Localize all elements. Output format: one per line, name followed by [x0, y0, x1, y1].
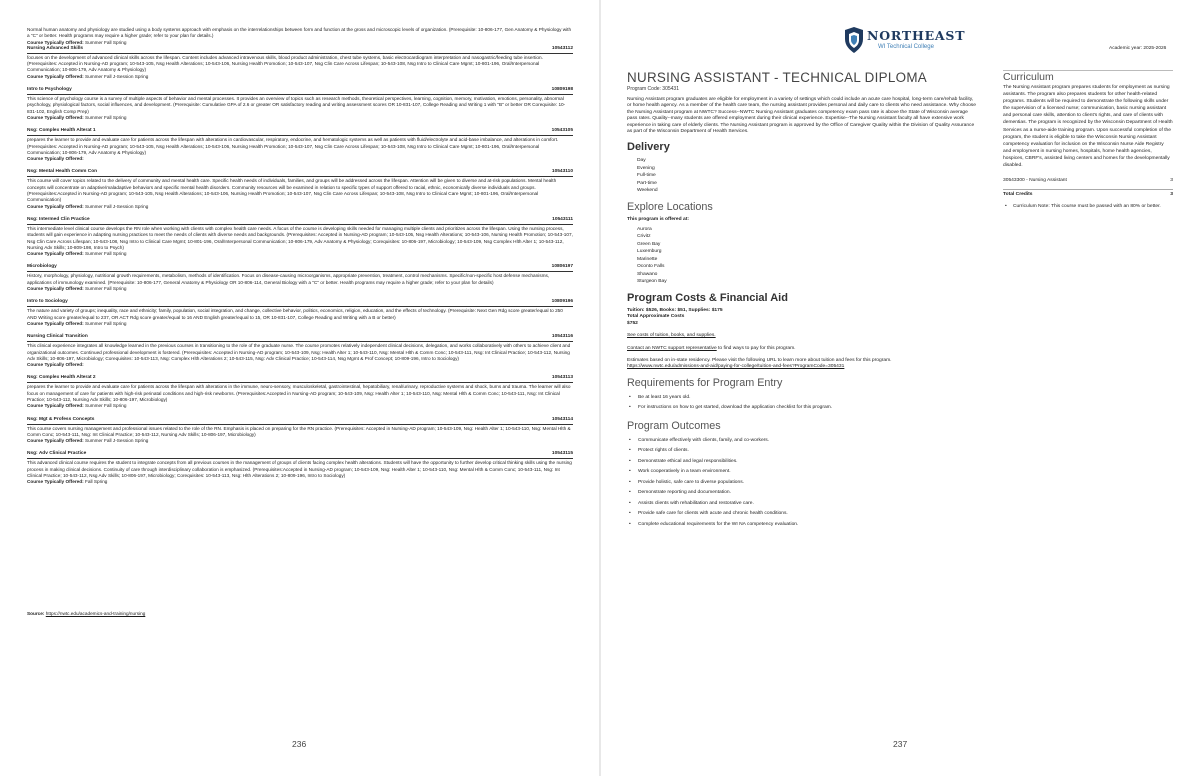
course-block: [27, 264, 573, 292]
course-description: This clinical experience integrates all knowledge learned in the previous courses in transitioning to the role of the graduate nurse. The course promotes relatively independent clinical decisions, delegation, and works collaboratively with others to achieve client and organizational outcomes. Continued professional development is fostered. (Prerequisites: Accepted in Nursing-AD program; 10-543-109, Nsg: Health Alter 1; 10-543-110, Nsg: Mental Hlth & Comm Conc; 10-543-111, Nsg: Int Clinical Practice; 10-543-112, Nursing Adv Skills; 10-806-197, Microbiology; Corequisites: 10-543-113, Nsg: Complex Hlth Alterations 2; 10-543-115, Nsg: Adv Clinical Practice; 10-543-114, Nsg Mgmt & Prof Concept; 10-809-196, Intro to Sociology): [27, 343, 571, 361]
course-list: [27, 46, 573, 486]
offered-value: Summer Fall Spring: [83, 320, 127, 326]
tuition-text: Tuition: $526, Books: $51, Supplies: $175: [627, 307, 723, 313]
outcomes-heading: Program Outcomes: [627, 419, 721, 432]
delivery-item: Evening: [637, 165, 655, 171]
left-page-content: [27, 27, 573, 486]
course-description: The nature and variety of groups; inequality, race and ethnicity; family, population, social integration, and change, collective behavior, politics, economics, religion, education, and the effects of technology. (Prerequisite: Next Gen Rdg score greater/equal to 250 AND Writing score greater/equal to 237, OR ACT Rdg score greater/equal to 16 AND English greater/equal to 15, OR 10-831-107, College Reading and Writing with a B or better): [27, 308, 563, 320]
offered-value: Summer Fall J-Session Spring: [83, 203, 149, 209]
delivery-list: [627, 157, 977, 195]
course-rule: [27, 271, 573, 272]
course-block: [27, 217, 573, 257]
location-item: Crivitz: [637, 234, 651, 240]
course-title: Nsg: Complex Health Alterat 2: [27, 375, 96, 381]
curriculum-divider: [1003, 189, 1173, 190]
course-header: [27, 417, 573, 423]
locations-list: [627, 226, 977, 286]
course-rule: [27, 424, 573, 425]
contact-link[interactable]: Contact an NWTC support representative: [627, 345, 717, 351]
outcome-item: • Work cooperatively in a team environment.: [627, 467, 977, 478]
course-header: [27, 128, 573, 134]
course-rule: [27, 224, 573, 225]
delivery-item: Full-time: [637, 173, 656, 179]
total-credits-row: [1003, 192, 1173, 197]
curriculum-sidebar: [1003, 70, 1173, 210]
course-header: [27, 375, 573, 381]
offered-label: Course Typically Offered:: [27, 156, 84, 162]
course-title: Nsg: Adv Clinical Practice: [27, 451, 87, 457]
offered-label: Course Typically Offered:: [27, 403, 84, 409]
requirements-list: [627, 393, 977, 414]
course-header: [27, 451, 573, 457]
course-rule: [27, 382, 573, 383]
course-description: This course will cover topics related to the delivery of community and mental health care. Specific health needs of individuals, families, and groups will be addressed across the lifespan. Attention will be given to diverse and at-risk populations. Mental health concepts will concentrate on adaptive/maladaptive behaviors and specific mental health disorders. Community resources will be examined in relation to specific types of support offered to racial, ethnic, economically diverse individuals and groups. (Prerequisites:Accepted in Nursing-AD program; 10-543-105, Nsg Health Alterations; 10-543-106, Nursing Health Promotion; 10-543-107, Nsg Clin Care Across Lifespan; 10-543-108, Nsg Intro to Clinical Care Mgmt; 10-801-196, Oral/Interpersonal Communication): [27, 178, 557, 203]
course-block: [27, 417, 573, 445]
course-header: [27, 169, 573, 175]
course-rule: [27, 306, 573, 307]
course-block: [27, 334, 573, 368]
offered-value: Summer Fall J-Session Spring: [83, 438, 149, 444]
course-title: Nsg: Mental Health Comm Con: [27, 169, 98, 175]
course-code: 10543110: [551, 169, 573, 175]
course-offered: [27, 321, 573, 327]
course-code: 10809196: [551, 299, 573, 305]
offered-value: Summer Fall Spring: [83, 403, 127, 409]
college-logo: [843, 27, 966, 57]
delivery-item: Day: [637, 158, 646, 164]
course-block: [27, 128, 573, 162]
course-header: [27, 217, 573, 223]
course-offered: [27, 115, 573, 121]
course-rule: [27, 458, 573, 459]
curriculum-course-credits: 3: [1170, 178, 1173, 184]
offered-at-label: This program is offered at:: [627, 216, 689, 222]
course-title: Intro to Sociology: [27, 299, 68, 305]
offered-value: Summer Fall Spring: [83, 114, 127, 120]
course-code: 10543116: [551, 334, 573, 340]
estimates-text: Estimates based on in-state residency. Please visit the following URL to learn more about tuition and fees for this program.: [627, 357, 892, 363]
see-costs-link[interactable]: See costs of tuition, books, and supplies.: [627, 333, 716, 339]
shield-icon: [843, 27, 865, 53]
logo-name: NORTHEAST: [867, 28, 966, 43]
left-page: [0, 0, 599, 776]
course-title: Intro to Psychology: [27, 87, 72, 93]
logo-subname: WI Technical College: [878, 44, 934, 50]
offered-value: Summer Fall Spring: [83, 286, 127, 292]
course-rule: [27, 53, 573, 54]
course-description: This science of psychology course is a survey of multiple aspects of behavior and mental processes. It provides an overview of topics such as research methods, theoretical perspectives, learning, cognition, memory, motivation, emotions, personality, abnormal psychology, physiological factors, social influences, and development. (Prerequisite: Cumulative GPA of 2.6 or greater OR satisfactory reading and writing assessment scores OR 10-831-107, College Reading and Writing 1 with "B" or better OR Corequisite: 10-831-102, English Comp Prep): [27, 96, 566, 114]
offered-value: Summer Fall J-Session Spring: [83, 73, 149, 79]
total-costs: [627, 321, 977, 327]
delivery-item: Part-time: [637, 180, 657, 186]
course-title: Nsg: Intermed Clin Practice: [27, 216, 90, 222]
academic-year: Academic year: 2025-2026: [1109, 46, 1167, 51]
location-item: Marinette: [637, 256, 658, 262]
course-block: [27, 87, 573, 121]
outcome-item: • Complete educational requirements for the WI NA competency evaluation.: [627, 520, 977, 531]
outcome-item: • Demonstrate reporting and documentation.: [627, 488, 977, 499]
course-offered: [27, 204, 573, 210]
course-title: Microbiology: [27, 264, 57, 270]
course-code: 10543114: [551, 416, 573, 422]
course-header: [27, 334, 573, 340]
outcome-item: • Provide safe care for clients with acute and chronic health conditions.: [627, 509, 977, 520]
course-offered: [27, 438, 573, 444]
course-description: This course covers nursing management and professional issues related to the role of the RN. Emphasis is placed on preparing for the RN practice. (Prerequisites: Accepted in Nursing-AD program; 10-543-109, Nsg: Health Alter 1; 10-543-110, Nsg: Mental Hlth & Comm Conc; 10-543-111, Nsg: Int Clinical Practice; 10-543-112, Nursing Adv Skills; 10-806-197, Microbiology): [27, 425, 571, 437]
course-code: 10543111: [552, 216, 573, 222]
course-offered: [27, 362, 573, 368]
course-code: 10543113: [551, 375, 573, 381]
requirement-item: • Be at least 16 years old.: [627, 393, 977, 404]
course-header: [27, 46, 573, 52]
offered-label: Course Typically Offered:: [27, 114, 84, 120]
locations-heading: Explore Locations: [627, 200, 713, 213]
course-block: [27, 451, 573, 485]
course-description: This intermediate level clinical course develops the RN role when working with clients with complex health care needs. A focus of the course is developing skills needed for managing multiple clients and prioritizes across the lifespan. Using the nursing process, students will gain experience in adapting nursing practices to meet the needs of clients with diverse needs and backgrounds. (Prerequisites: Accepted in Nursing-AD program; 10-543-105, Nsg Health Alterations; 10-543-106, Nursing Health Promotion; 10-543-107, Nsg Clin Care Across Lifespan; 10-543-108, Nsg Intro to Clinical Care Mgmt; 10-801-196, Oral/Interpersonal Communication; 10-806-179, Adv Anatomy & Physiology; Corequisites: 10-806-197, Microbiology; 10-543-109, Nsg Complex Hlth Alter 1; 10-543-112, Nursing Adv Skills; 10-809-198, Intro to Psych): [27, 225, 573, 250]
location-item: Aurora: [637, 226, 652, 232]
offered-label: Course Typically Offered:: [27, 362, 84, 368]
course-offered: [27, 479, 573, 485]
course-description: History, morphology, physiology, nutritional growth requirements, metabolism, methods of identification. Focus on disease-causing microorganisms, appropriate prevention, treatment, control mechanisms. Specific/non-specific host defense mechanisms, applications of immunology examined. (Prerequisite: 10-806-177, General Anatomy & Physiology OR 10-806-114, General Biology with a "C" or better. Health programs may require a higher grade; refer to your plan for details): [27, 273, 550, 285]
course-rule: [27, 176, 573, 177]
estimates-url-link[interactable]: https://www.nwtc.edu/admissions-and-aid/paying-for-college/tuition-and-fees?ProgramCode=305431: [627, 364, 845, 370]
source-label: Source:: [27, 611, 45, 616]
offered-value: Summer Fall Spring: [83, 39, 127, 45]
page-number-right: 237: [893, 739, 908, 749]
course-header: [27, 87, 573, 93]
offered-label: Course Typically Offered:: [27, 438, 84, 444]
program-title: NURSING ASSISTANT - TECHNICAL DIPLOMA: [627, 70, 928, 85]
estimates-url-line: [627, 364, 977, 370]
right-page: [601, 0, 1200, 776]
offered-value: Summer Fall Spring: [83, 251, 127, 257]
offered-label: Course Typically Offered:: [27, 479, 84, 485]
program-main-column: [627, 70, 977, 530]
course-rule: [27, 341, 573, 342]
outcome-item: • Provide holistic, safe care to diverse populations.: [627, 478, 977, 489]
requirements-heading: Requirements for Program Entry: [627, 376, 783, 389]
location-item: Oconto Falls: [637, 264, 665, 270]
intro-course-block: [27, 27, 573, 46]
delivery-item: Weekend: [637, 188, 658, 194]
location-item: Luxemburg: [637, 249, 662, 255]
course-code: 10809198: [551, 87, 573, 93]
course-code: 10543115: [551, 451, 573, 457]
outcome-item: • Demonstrate ethical and legal responsibilities.: [627, 457, 977, 468]
course-description: focuses on the development of advanced clinical skills across the lifespan. Content includes advanced intravenous skills, blood product administration, chest tube systems, basic electrocardiogram interpretation and nasogastric/feeding tube insertion. (Prerequisites: Accepted in Nursing-AD program; 10-543-105, Nsg Health Alterations; 10-543-106, Nursing Health Promotion; 10-543-107, Nsg Clin Care Across Lifespan; 10-543-108, Nsg Intro to Clinical Care Mgmt; 10-801-196, Oral/Interpersonal Communication; 10-806-179, Adv Anatomy & Physiology): [27, 54, 543, 73]
course-header: [27, 264, 573, 270]
delivery-heading: Delivery: [627, 141, 670, 154]
program-code: Program Code: 305431: [627, 86, 679, 92]
program-intro: Nursing Assistant program graduates are eligible for employment in a variety of settings which could include an acute care hospital, long-term care/rehab facility, or home health agency. As a member of the health care team, the nursing assistant provides personal and daily care to clients who need assistance. Why choose the Nursing Assistant program at NWTC? Success--NWTC Nursing Assistant graduates competency exam pass rate is above the State of Wisconsin average pass rates. Quality--many students are offered employment during their clinical experience. Expertise--The Nursing Assistant faculty all have extensive work experience in taking care of elderly clients. The Nursing Assistant program is approved by the Office of Caregiver Quality within the Division of Quality Assurance as part of the Wisconsin Department of Health Services.: [627, 97, 976, 135]
offered-label: Course Typically Offered:: [27, 73, 84, 79]
curriculum-course: 30543300 - Nursing Assistant: [1003, 178, 1067, 184]
offered-label: Course Typically Offered:: [27, 320, 84, 326]
outcome-item: • Protect rights of clients.: [627, 446, 977, 457]
location-item: Shawano: [637, 271, 658, 277]
course-offered: [27, 286, 573, 292]
source-link[interactable]: https://nwtc.edu/academics-and-training/nursing: [45, 611, 146, 616]
total-costs-label-text: Total Approximate Costs: [627, 314, 685, 320]
intro-text: Normal human anatomy and physiology are studied using a body systems approach with emphasis on the interrelationships between form and function at the gross and microscopic levels of organization. (Prerequisite: 10-806-177, Gen Anatomy & Physiology with a "C" or better. Health programs may require a higher grade; refer to your plan for details.): [27, 27, 572, 39]
course-block: [27, 375, 573, 409]
course-title: Nsg: Complex Health Alterat 1: [27, 128, 96, 134]
course-block: [27, 299, 573, 327]
outcome-item: • Assists clients with rehabilitation and restorative care.: [627, 499, 977, 510]
curriculum-text: The Nursing Assistant program prepares students for employment as nursing assistants. The program also prepares students for other health-related programs. Students will be required to demonstrate the following skills under the supervision of a licensed nurse; communication, basic nursing assistant and personal care skills, attention to client's rights, and care of clients with dementias. The program is recognized by the Wisconsin Department of Health Services as a nurse-aide training program. Upon successful completion of the program, the student is eligible to take the Wisconsin Nursing Assistant competency evaluation for inclusion on the Wisconsin Nurse Aide Registry and employment in nursing homes, hospitals, home health agencies, hospices, CBRF's, assisted living centers and homes for the developmentally disabled.: [1003, 85, 1173, 169]
course-code: 10543105: [551, 128, 573, 134]
curriculum-note: • Curriculum Note: This course must be passed with an 80% or better.: [1003, 203, 1173, 210]
outcome-item: • Communicate effectively with clients, family, and co-workers.: [627, 436, 977, 447]
course-offered: [27, 251, 573, 257]
curriculum-course-row: [1003, 178, 1173, 183]
contact-line: [627, 346, 977, 352]
costs-heading: Program Costs & Financial Aid: [627, 291, 788, 304]
course-rule: [27, 94, 573, 95]
course-offered: [27, 74, 573, 80]
location-item: Green Bay: [637, 241, 661, 247]
course-title: Nursing Clinical Transition: [27, 334, 88, 340]
course-offered: [27, 156, 573, 162]
contact-rest: to find ways to pay for this program.: [716, 345, 796, 351]
course-block: [27, 46, 573, 80]
location-item: Sturgeon Bay: [637, 279, 667, 285]
course-header: [27, 299, 573, 305]
course-block: [27, 169, 573, 209]
offered-label: Course Typically Offered:: [27, 203, 84, 209]
curriculum-heading: Curriculum: [1003, 70, 1173, 83]
outcomes-list: [627, 436, 977, 531]
page-number-left: 236: [292, 739, 307, 749]
course-description: prepares the learner to provide and evaluate care for patients across the lifespan with alterations in the immune, neuro-sensory, musculoskeletal, gastrointestinal, hepatobiliary, renal/urinary, reproductive systems and shock, burns and trauma. The learner will also focus on management of care for patients with high-risk perinatal conditions and high-risk newborns. (Prerequisites:Accepted in Nursing-AD program; 10-543-109, Nsg: Health Alter 1; 10-543-110, Nsg: Mental Hlth & Comm Conc; 10-543-111, Nsg: Int Clinical Practice; 10-543-112, Nursing Adv Skills; 10-806-197, Microbiology): [27, 384, 571, 402]
source-line: [27, 611, 145, 616]
total-credits-label: Total Credits: [1003, 192, 1033, 198]
course-description: This advanced clinical course requires the student to integrate concepts from all previous courses in the management of groups of clients facing complex health alterations. Students will have the opportunity to further develop critical thinking skills using the nursing process in making clinical decisions. Continuity of care through interdisciplinary collaboration is emphasized. (Prerequisites:Accepted in Nursing-AD program; 10-543-109, Nsg: Health Alter 1; 10-543-110, Nsg: Mental Hlth & Comm Conc; 10-543-111, Nsg: Int Clinical Practice; 10-543-112, Nsg Adv Skills; 10-806-197, Microbiology; Corequisites: 10-543-113, Nsg: Hlth Alterations 2; 10-809-196, Intro to Sociology): [27, 460, 572, 479]
offered-value: Fall Spring: [83, 479, 108, 485]
course-description: prepares the learner to provide and evaluate care for patients across the lifespan with alterations in cardiovascular, respiratory, endocrine, and hematologic systems as well as patients with fluid/electrolyte and acid-base imbalance, and alterations in comfort. (Prerequisites: Accepted in Nursing-AD program; 10-543-105, Nsg Health Alterations; 10-543-106, Nursing Health Promotion; 10-543-107, Nsg Clin Care Across Lifespan; 10-543-108, Nsg Intro to Clinical Care Mgmt; 10-801-196, Oral/Interpersonal Communication; 10-806-179, Adv Anatomy & Physiology): [27, 137, 559, 155]
total-credits-value: 3: [1170, 192, 1173, 198]
total-costs-value: $752: [627, 320, 638, 326]
course-code: 10543112: [551, 45, 573, 51]
course-offered: [27, 403, 573, 409]
course-title: Nursing Advanced Skills: [27, 45, 84, 51]
see-costs-line: [627, 333, 977, 339]
offered-label: Course Typically Offered:: [27, 39, 84, 45]
course-title: Nsg: Mgt & Profess Concepts: [27, 416, 95, 422]
course-rule: [27, 135, 573, 136]
requirement-item: • For instructions on how to get started, download the application checklist for this program.: [627, 403, 977, 414]
offered-label: Course Typically Offered:: [27, 286, 84, 292]
course-code: 10806197: [551, 264, 573, 270]
offered-label: Course Typically Offered:: [27, 251, 84, 257]
